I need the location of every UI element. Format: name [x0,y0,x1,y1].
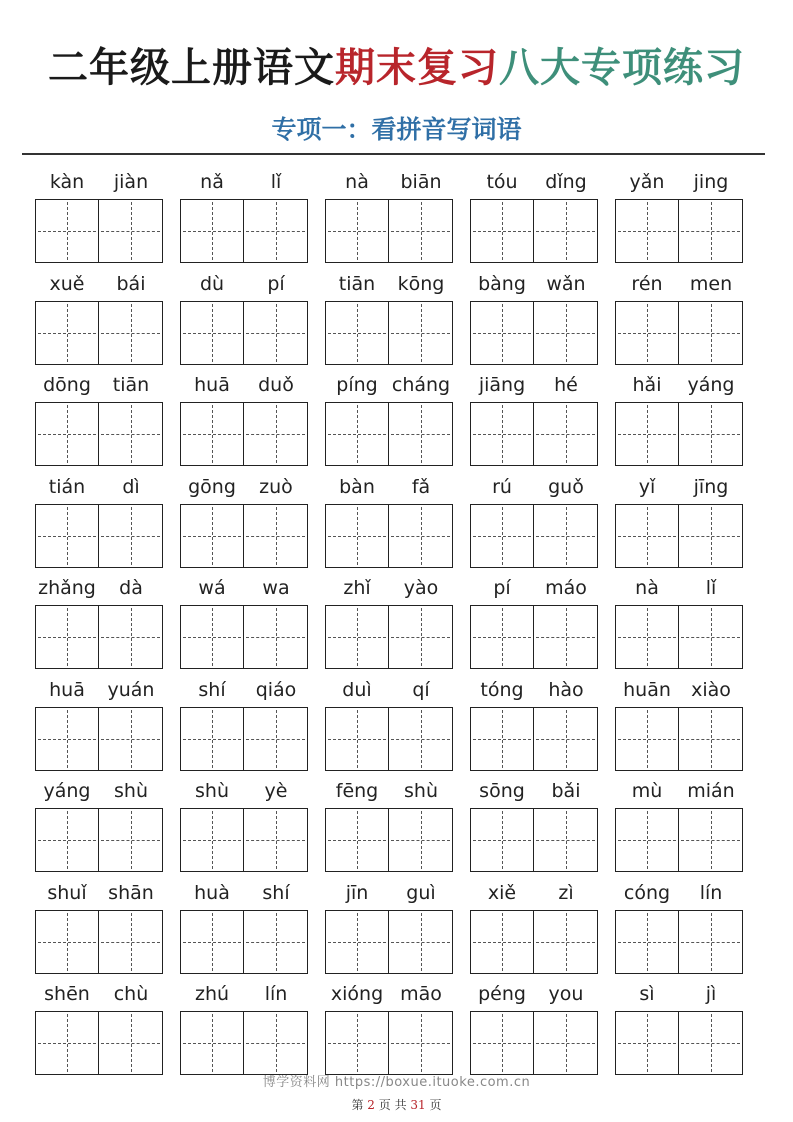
exercise-item [180,575,308,665]
page-title [0,40,793,96]
exercise-item [35,677,163,767]
writing-boxes [615,1011,743,1075]
tianzige-box[interactable] [615,402,679,466]
exercise-item [180,372,308,462]
tianzige-box[interactable] [470,707,534,771]
page-prefix: 第 [351,1098,364,1112]
page-number [0,1096,793,1113]
writing-boxes [35,605,163,669]
section-subtitle: 专项一：看拼音写词语 [271,115,522,144]
tianzige-box[interactable] [180,301,244,365]
tianzige-box[interactable] [470,808,534,872]
tianzige-box[interactable] [99,605,163,669]
pinyin-label: guǒ [548,475,584,498]
title-part-practice: 八大专项练习 [499,44,745,91]
pinyin-label: fēng [335,780,379,802]
writing-boxes [35,199,163,263]
tianzige-box[interactable] [389,808,453,872]
exercise-item [180,271,308,361]
title-part-grade: 二年级上册语文 [48,44,335,91]
writing-boxes [325,402,453,466]
pinyin-label: sōng [479,780,525,802]
writing-boxes [325,504,453,568]
pinyin-label: duì [342,678,372,701]
pinyin-label: qiáo [255,678,297,701]
tianzige-box[interactable] [534,199,598,263]
writing-boxes [615,910,743,974]
exercise-item [615,778,743,868]
pinyin-label: tiān [338,272,376,295]
pinyin-label: shān [108,881,154,904]
tianzige-box[interactable] [615,199,679,263]
exercise-item [35,474,163,564]
pinyin-label: gōng [188,475,236,498]
writing-boxes [35,808,163,872]
writing-boxes [615,301,743,365]
tianzige-box[interactable] [679,605,743,669]
tianzige-box[interactable] [470,402,534,466]
tianzige-box[interactable] [180,199,244,263]
tianzige-box[interactable] [534,808,598,872]
pinyin-label: pí [493,577,511,599]
exercise-item [470,981,598,1071]
pinyin-label: xuě [49,272,85,295]
writing-boxes [180,808,308,872]
exercise-item [325,575,453,665]
writing-boxes [615,402,743,466]
pinyin-label: dù [199,272,225,295]
tianzige-box[interactable] [534,504,598,568]
exercise-item [180,880,308,970]
pinyin-label: shí [198,678,226,701]
pinyin-label: dà [119,577,143,599]
exercise-item [35,575,163,665]
exercise-item [615,271,743,361]
pinyin-label: xiě [487,881,517,904]
tianzige-box[interactable] [389,504,453,568]
pinyin-label: guì [406,881,436,904]
pinyin-label: tóu [486,171,518,193]
exercise-item [180,474,308,564]
tianzige-box[interactable] [470,301,534,365]
pinyin-label: máo [545,577,587,599]
exercise-item [615,169,743,259]
tianzige-box[interactable] [325,402,389,466]
tianzige-box[interactable] [244,1011,308,1075]
exercise-item [615,677,743,767]
exercise-item [470,575,598,665]
writing-boxes [35,504,163,568]
tianzige-box[interactable] [470,605,534,669]
writing-boxes [35,707,163,771]
tianzige-box[interactable] [389,707,453,771]
pinyin-label: shù [404,780,438,802]
pinyin-label: huā [49,678,85,701]
tianzige-box[interactable] [35,605,99,669]
writing-boxes [470,910,598,974]
tianzige-box[interactable] [325,1011,389,1075]
exercise-item [35,880,163,970]
tianzige-box[interactable] [244,605,308,669]
pinyin-label: shēn [44,983,90,1005]
tianzige-box[interactable] [470,504,534,568]
tianzige-box[interactable] [35,808,99,872]
writing-boxes [180,301,308,365]
exercise-item [325,778,453,868]
tianzige-box[interactable] [389,402,453,466]
writing-boxes [180,504,308,568]
writing-boxes [180,402,308,466]
writing-boxes [180,1011,308,1075]
pinyin-label: píng [336,374,378,396]
tianzige-box[interactable] [244,402,308,466]
tianzige-box[interactable] [180,1011,244,1075]
header-divider [22,153,765,155]
pinyin-label: wǎn [546,272,586,295]
writing-boxes [35,910,163,974]
pinyin-label: huā [194,374,230,396]
tianzige-box[interactable] [615,910,679,974]
pinyin-label: zhǐ [343,577,371,599]
pinyin-label: jiāng [478,374,526,396]
writing-boxes [180,707,308,771]
tianzige-box[interactable] [679,199,743,263]
tianzige-box[interactable] [99,808,163,872]
pinyin-label: you [548,983,584,1005]
pinyin-label: zhǎng [38,577,96,599]
tianzige-box[interactable] [35,301,99,365]
pinyin-label: wa [262,577,290,599]
pinyin-label: tóng [480,678,524,701]
tianzige-box[interactable] [615,605,679,669]
writing-boxes [470,301,598,365]
pinyin-label: hào [548,678,584,701]
pinyin-label: jing [693,171,729,193]
writing-boxes [325,301,453,365]
exercise-item [35,778,163,868]
pinyin-label: mù [631,780,663,802]
pinyin-label: bái [116,272,146,295]
exercise-item [35,169,163,259]
pinyin-label: yáng [687,374,735,396]
writing-boxes [615,707,743,771]
pinyin-label: māo [400,983,442,1005]
tianzige-box[interactable] [325,910,389,974]
pinyin-label: chù [113,983,149,1005]
pinyin-label: huà [194,881,230,904]
tianzige-box[interactable] [244,199,308,263]
pinyin-label: wá [198,577,226,599]
exercise-item [470,271,598,361]
pinyin-label: yáng [43,780,91,802]
pinyin-label: jīng [693,475,729,498]
tianzige-box[interactable] [325,301,389,365]
tianzige-box[interactable] [35,1011,99,1075]
pinyin-label: xióng [330,983,384,1005]
writing-boxes [35,402,163,466]
pinyin-label: duǒ [258,374,294,396]
tianzige-box[interactable] [615,504,679,568]
tianzige-box[interactable] [679,707,743,771]
exercise-item [325,474,453,564]
pinyin-label: kàn [49,171,85,193]
page-total: 31 [410,1098,426,1112]
tianzige-box[interactable] [679,910,743,974]
pinyin-label: tián [48,475,86,498]
pinyin-label: lín [699,881,723,904]
pinyin-label: rén [631,272,663,295]
exercise-item [180,778,308,868]
tianzige-box[interactable] [389,301,453,365]
writing-boxes [470,199,598,263]
tianzige-box[interactable] [35,707,99,771]
exercise-item [325,271,453,361]
writing-boxes [325,808,453,872]
exercise-item [180,677,308,767]
tianzige-box[interactable] [325,504,389,568]
tianzige-box[interactable] [615,707,679,771]
exercise-item [35,271,163,361]
tianzige-box[interactable] [180,504,244,568]
pinyin-label: jiàn [113,171,149,193]
tianzige-box[interactable] [470,199,534,263]
title-part-review: 期末复习 [335,44,499,91]
pinyin-label: kōng [397,272,445,295]
exercise-item [180,981,308,1071]
pinyin-label: yǎn [629,171,665,193]
tianzige-box[interactable] [389,199,453,263]
tianzige-box[interactable] [325,605,389,669]
writing-boxes [470,707,598,771]
writing-boxes [615,199,743,263]
exercise-item [615,372,743,462]
pinyin-label: cóng [623,881,671,904]
tianzige-box[interactable] [679,504,743,568]
pinyin-label: nǎ [200,171,224,193]
pinyin-label: qí [412,678,430,701]
pinyin-label: shí [262,881,290,904]
pinyin-label: shuǐ [47,881,87,904]
tianzige-box[interactable] [534,707,598,771]
exercise-item [470,474,598,564]
page-suffix: 页 [429,1098,442,1112]
pinyin-label: péng [478,983,526,1005]
page-mid: 页 共 [378,1098,407,1112]
writing-boxes [325,1011,453,1075]
pinyin-label: zì [558,881,574,904]
writing-boxes [470,808,598,872]
tianzige-box[interactable] [679,808,743,872]
tianzige-box[interactable] [35,402,99,466]
pinyin-label: fǎ [411,475,431,498]
tianzige-box[interactable] [679,402,743,466]
writing-boxes [615,808,743,872]
tianzige-box[interactable] [35,910,99,974]
exercise-item [615,575,743,665]
page-current: 2 [367,1098,375,1112]
pinyin-label: rú [492,475,512,498]
pinyin-label: biān [400,171,442,193]
tianzige-box[interactable] [99,402,163,466]
pinyin-label: bàn [339,475,375,498]
tianzige-box[interactable] [180,707,244,771]
tianzige-box[interactable] [99,707,163,771]
tianzige-box[interactable] [534,1011,598,1075]
tianzige-box[interactable] [679,301,743,365]
tianzige-box[interactable] [534,910,598,974]
tianzige-box[interactable] [180,402,244,466]
exercise-item [325,169,453,259]
tianzige-box[interactable] [35,199,99,263]
writing-boxes [325,910,453,974]
tianzige-box[interactable] [180,605,244,669]
pinyin-label: shù [114,780,148,802]
pinyin-label: yǐ [638,475,656,498]
writing-boxes [35,301,163,365]
tianzige-box[interactable] [615,1011,679,1075]
tianzige-box[interactable] [534,605,598,669]
pinyin-label: xiào [691,678,731,701]
tianzige-box[interactable] [244,707,308,771]
writing-boxes [35,1011,163,1075]
exercise-item [35,981,163,1071]
pinyin-label: dōng [43,374,91,396]
tianzige-box[interactable] [99,1011,163,1075]
pinyin-label: zhú [194,983,230,1005]
pinyin-label: sì [639,983,655,1005]
tianzige-box[interactable] [470,910,534,974]
exercise-item [615,981,743,1071]
exercise-item [180,169,308,259]
pinyin-label: cháng [391,374,451,396]
tianzige-box[interactable] [325,808,389,872]
exercise-item [470,372,598,462]
writing-boxes [470,605,598,669]
pinyin-label: men [689,272,733,295]
tianzige-box[interactable] [325,199,389,263]
pinyin-label: pí [267,272,285,295]
exercise-item [470,778,598,868]
tianzige-box[interactable] [534,301,598,365]
pinyin-label: dǐng [545,171,587,193]
exercise-item [325,880,453,970]
writing-boxes [180,605,308,669]
writing-boxes [470,402,598,466]
exercise-item [35,372,163,462]
tianzige-box[interactable] [35,504,99,568]
tianzige-box[interactable] [99,301,163,365]
pinyin-label: yuán [107,678,155,701]
exercise-item [615,880,743,970]
footer-source-url: 博学资料网 https://boxue.ituoke.com.cn [262,1075,531,1090]
pinyin-label: dì [122,475,140,498]
writing-boxes [470,1011,598,1075]
pinyin-label: lǐ [705,577,717,599]
tianzige-box[interactable] [99,199,163,263]
tianzige-box[interactable] [99,504,163,568]
pinyin-label: shù [195,780,229,802]
pinyin-label: tiān [112,374,150,396]
pinyin-label: hǎi [632,374,662,396]
pinyin-label: zuò [259,475,293,498]
tianzige-box[interactable] [679,1011,743,1075]
pinyin-label: nà [635,577,659,599]
pinyin-label: jīn [345,881,369,904]
tianzige-box[interactable] [534,402,598,466]
tianzige-box[interactable] [325,707,389,771]
writing-boxes [180,199,308,263]
exercise-item [615,474,743,564]
pinyin-label: hé [554,374,578,396]
writing-boxes [470,504,598,568]
pinyin-label: mián [687,780,735,802]
tianzige-box[interactable] [180,910,244,974]
exercise-item [325,677,453,767]
tianzige-box[interactable] [389,910,453,974]
pinyin-label: yè [264,780,288,802]
pinyin-label: bǎi [551,780,581,802]
pinyin-label: yào [403,577,439,599]
writing-boxes [325,707,453,771]
tianzige-box[interactable] [244,301,308,365]
tianzige-box[interactable] [244,910,308,974]
pinyin-label: huān [623,678,671,701]
pinyin-label: lǐ [270,171,282,193]
exercise-item [325,372,453,462]
tianzige-box[interactable] [180,808,244,872]
writing-boxes [615,504,743,568]
tianzige-box[interactable] [389,605,453,669]
writing-boxes [180,910,308,974]
writing-boxes [615,605,743,669]
exercise-item [470,677,598,767]
tianzige-box[interactable] [470,1011,534,1075]
writing-boxes [325,605,453,669]
writing-boxes [325,199,453,263]
exercise-item [470,880,598,970]
tianzige-box[interactable] [615,808,679,872]
tianzige-box[interactable] [244,504,308,568]
tianzige-box[interactable] [244,808,308,872]
pinyin-label: lín [264,983,288,1005]
pinyin-label: nà [345,171,369,193]
exercise-item [470,169,598,259]
tianzige-box[interactable] [99,910,163,974]
pinyin-label: jì [705,983,717,1005]
pinyin-label: bàng [478,272,526,295]
exercise-item [325,981,453,1071]
tianzige-box[interactable] [389,1011,453,1075]
tianzige-box[interactable] [615,301,679,365]
